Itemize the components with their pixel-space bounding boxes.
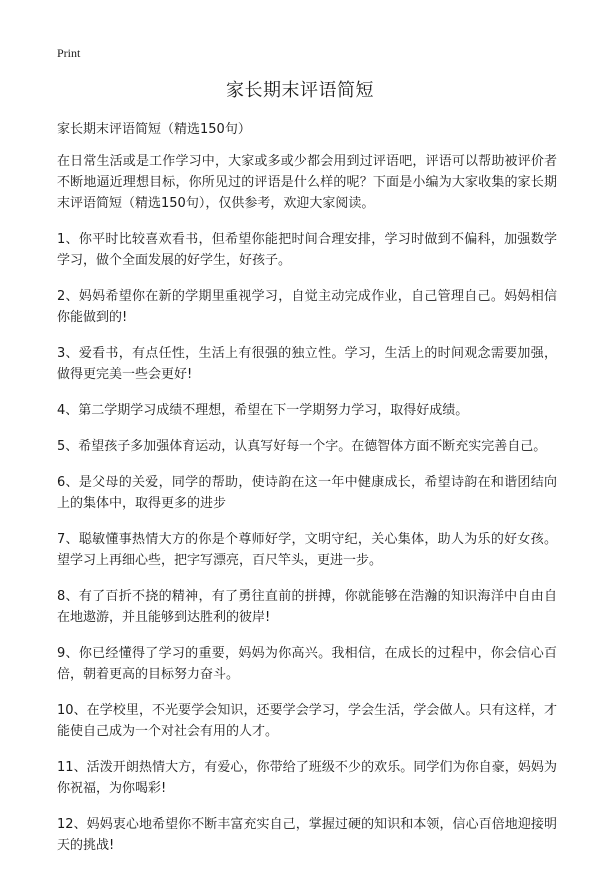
article-body bbox=[57, 151, 557, 871]
page-title: 家长期末评语简短 bbox=[226, 80, 374, 101]
comment-item: 5、希望孩子多加强体育运动，认真写好每一个字。在德智体方面不断充实完善自己。 bbox=[57, 439, 547, 454]
comment-item: 12、妈妈衷心地希望你不断丰富充实自己，掌握过硬的知识和本领，信心百倍地迎接明天的挑战! bbox=[57, 817, 557, 853]
comment-item: 9、你已经懂得了学习的重要，妈妈为你高兴。我相信，在成长的过程中，你会信心百倍，朝着更高的目标努力奋斗。 bbox=[57, 646, 557, 682]
comment-item: 3、爱看书，有点任性，生活上有很强的独立性。学习，生活上的时间观念需要加强，做得更完美一些会更好! bbox=[57, 346, 557, 382]
comment-item: 7、聪敏懂事热情大方的你是个尊师好学，文明守纪，关心集体，助人为乐的好女孩。望学习上再细心些，把字写漂亮，百尺竿头，更进一步。 bbox=[57, 532, 557, 568]
comment-item: 6、是父母的关爱，同学的帮助，使诗韵在这一年中健康成长，希望诗韵在和谐团结向上的集体中，取得更多的进步 bbox=[57, 475, 557, 511]
comment-item: 8、有了百折不挠的精神，有了勇往直前的拼搏，你就能够在浩瀚的知识海洋中自由自在地遨游，并且能够到达胜利的彼岸! bbox=[57, 589, 557, 625]
comment-item: 4、第二学期学习成绩不理想，希望在下一学期努力学习，取得好成绩。 bbox=[57, 403, 469, 418]
print-link[interactable]: Print bbox=[57, 46, 81, 60]
comment-item: 2、妈妈希望你在新的学期里重视学习，自觉主动完成作业，自己管理自己。妈妈相信你能做到的! bbox=[57, 289, 557, 325]
subtitle: 家长期末评语简短（精选150句） bbox=[57, 122, 251, 137]
comment-item: 1、你平时比较喜欢看书，但希望你能把时间合理安排，学习时做到不偏科，加强数学学习，做个全面发展的好学生，好孩子。 bbox=[57, 232, 557, 268]
intro-paragraph: 在日常生活或是工作学习中，大家或多或少都会用到过评语吧，评语可以帮助被评价者不断地逼近理想目标，你所见过的评语是什么样的呢？下面是小编为大家收集的家长期末评语简短（精选150句），仅供参考，欢迎大家阅读。 bbox=[57, 154, 557, 211]
comment-item: 10、在学校里，不光要学会知识，还要学会学习，学会生活，学会做人。只有这样，才能使自己成为一个对社会有用的人才。 bbox=[57, 703, 557, 739]
comment-item: 11、活泼开朗热情大方，有爱心，你带给了班级不少的欢乐。同学们为你自豪，妈妈为你祝福，为你喝彩! bbox=[57, 760, 557, 796]
